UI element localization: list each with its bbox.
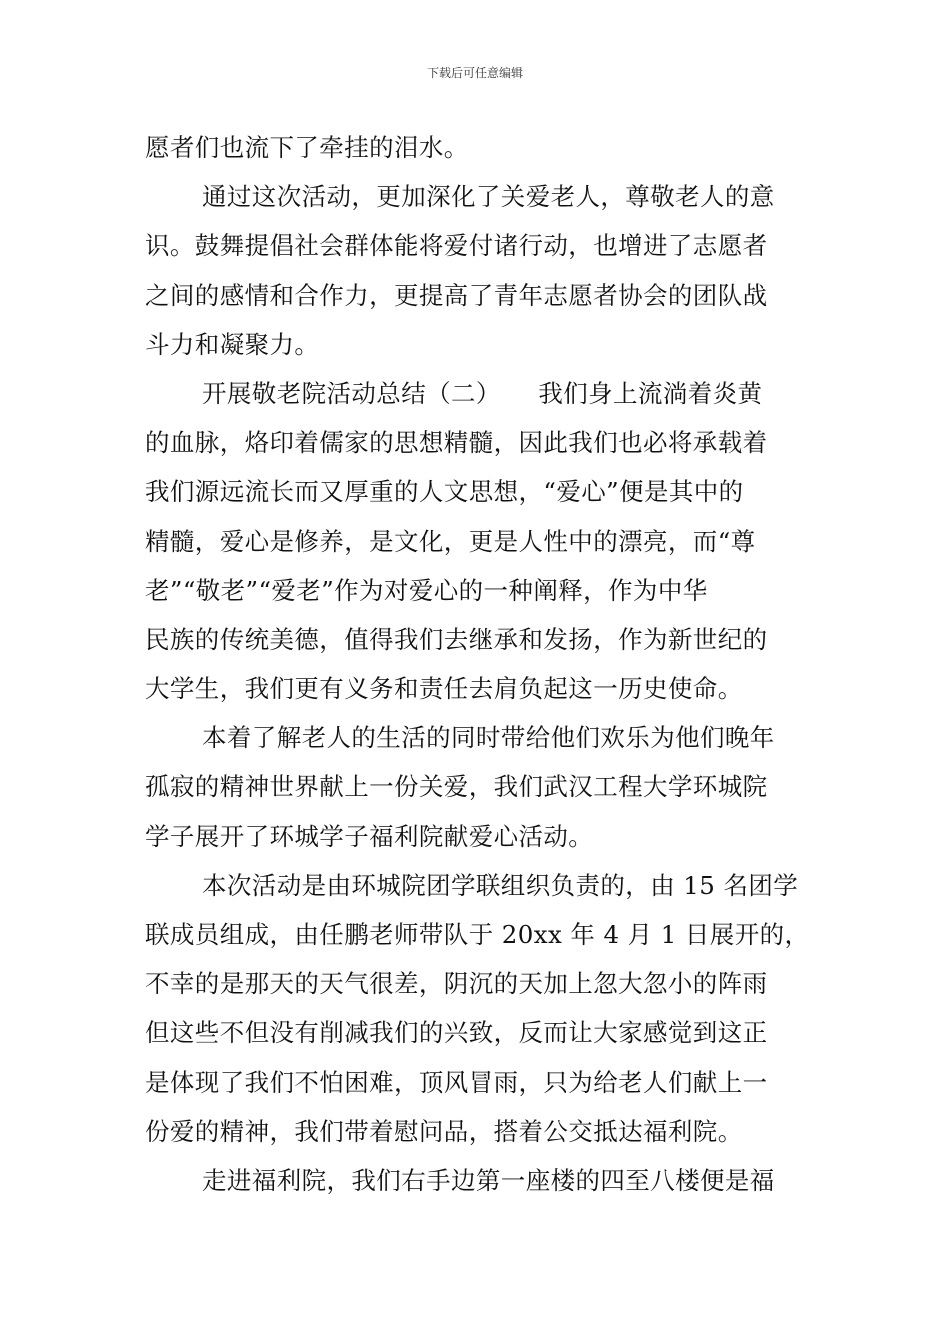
text-line: 的血脉，烙印着儒家的思想精髓，因此我们也必将承载着 bbox=[145, 428, 768, 458]
text-line: 孤寂的精神世界献上一份关爱，我们武汉工程大学环城院 bbox=[145, 772, 768, 802]
text-line: 是体现了我们不怕困难，顶风冒雨，只为给老人们献上一 bbox=[145, 1067, 768, 1097]
text-line: 识。鼓舞提倡社会群体能将爱付诸行动，也增进了志愿者 bbox=[145, 231, 768, 261]
page-header-note: 下载后可任意编辑 bbox=[426, 66, 523, 80]
text-line: 不幸的是那天的天气很差，阴沉的天加上忽大忽小的阵雨 bbox=[145, 969, 768, 999]
text-line: 但这些不但没有削减我们的兴致，反而让大家感觉到这正 bbox=[145, 1018, 768, 1048]
text-line: 愿者们也流下了牵挂的泪水。 bbox=[145, 133, 469, 162]
text-line: 大学生，我们更有义务和责任去肩负起这一历史使命。 bbox=[145, 674, 743, 704]
paragraph-first-line: 通过这次活动，更加深化了关爱老人，尊敬老人的意 bbox=[202, 182, 775, 212]
text-line: 斗力和凝聚力。 bbox=[145, 329, 320, 359]
text-line: 精髓，爱心是修养，是文化，更是人性中的漂亮，而“尊 bbox=[145, 526, 756, 556]
text-line: 老”“敬老”“爱老”作为对爱心的一种阐释，作为中华 bbox=[145, 575, 708, 605]
text-line: 民族的传统美德，值得我们去继承和发扬，作为新世纪的 bbox=[145, 624, 768, 654]
text-line: 份爱的精神，我们带着慰问品，搭着公交抵达福利院。 bbox=[145, 1116, 743, 1146]
text-line: 我们源远流长而又厚重的人文思想，“爱心”便是其中的 bbox=[145, 477, 744, 507]
paragraph-first-line: 本次活动是由环城院团学联组织负责的，由 15 名团学 bbox=[202, 870, 799, 900]
text-line: 学子展开了环城学子福利院献爱心活动。 bbox=[145, 821, 594, 851]
paragraph-first-line: 开展敬老院活动总结（二） 我们身上流淌着炎黄 bbox=[202, 378, 763, 408]
paragraph-first-line: 本着了解老人的生活的同时带给他们欢乐为他们晚年 bbox=[202, 723, 775, 753]
document-body bbox=[145, 123, 810, 1205]
paragraph-first-line: 走进福利院，我们右手边第一座楼的四至八楼便是福 bbox=[202, 1165, 775, 1195]
text-line: 之间的感情和合作力，更提高了青年志愿者协会的团队战 bbox=[145, 280, 768, 310]
text-line: 联成员组成，由任鹏老师带队于 20xx 年 4 月 1 日展开的， bbox=[145, 920, 810, 949]
